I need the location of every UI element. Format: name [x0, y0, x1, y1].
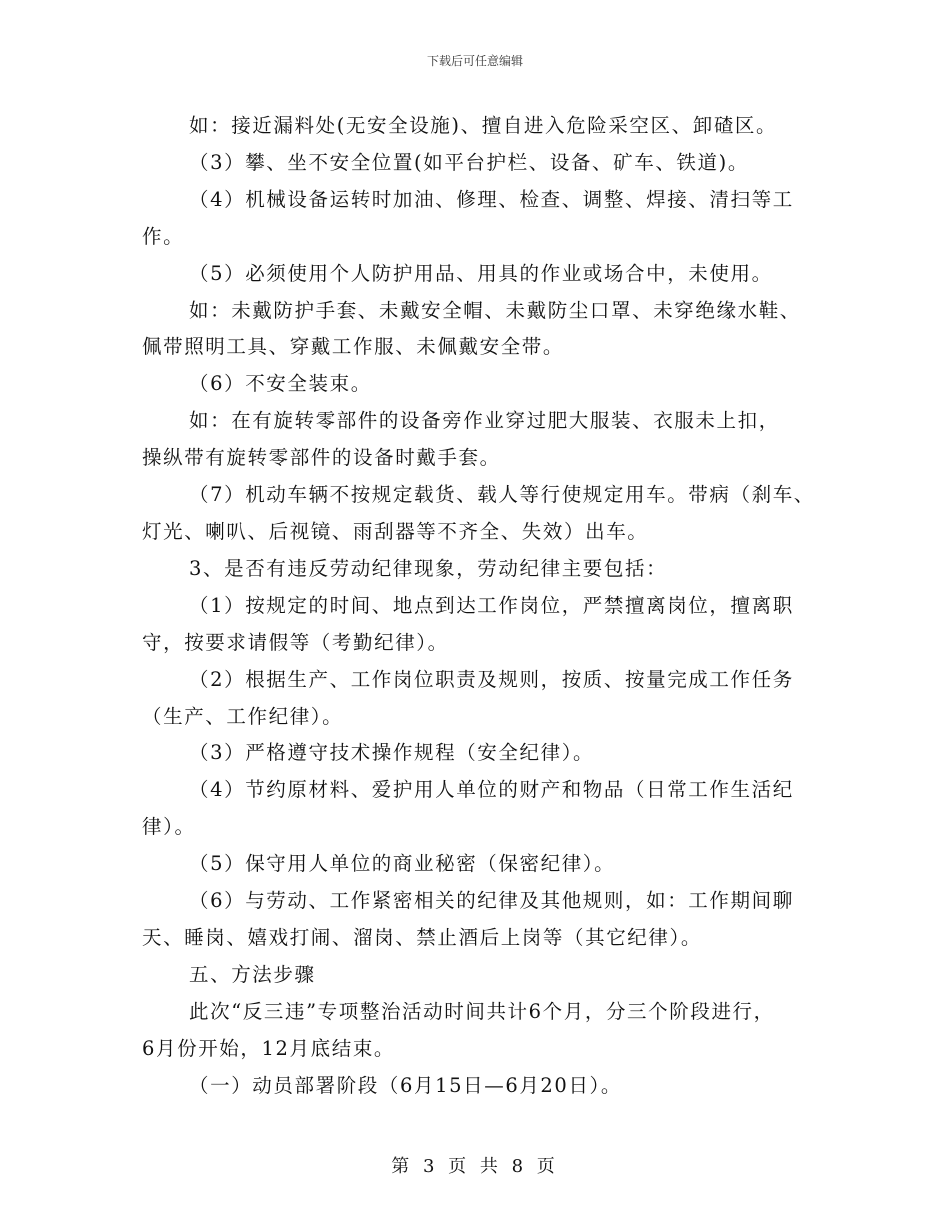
paragraph-line: 操纵带有旋转零部件的设备时戴手套。: [142, 446, 501, 470]
paragraph-line: 如：在有旋转零部件的设备旁作业穿过肥大服装、衣服未上扣，: [189, 409, 780, 433]
paragraph-line: （5）保守用人单位的商业秘密（保密纪律）。: [189, 852, 616, 876]
paragraph-line: 3、是否有违反劳动纪律现象，劳动纪律主要包括：: [189, 556, 668, 580]
paragraph-line: （4）机械设备运转时加油、修理、检查、调整、焊接、清扫等工: [189, 187, 794, 211]
paragraph-line: 6月份开始，12月底结束。: [142, 1036, 396, 1060]
page-header: 下载后可任意编辑: [426, 54, 523, 68]
paragraph-line: 律）。: [142, 815, 196, 839]
document-body: [142, 108, 822, 1104]
paragraph-line: （4）节约原材料、爱护用人单位的财产和物品（日常工作生活纪: [189, 778, 794, 802]
paragraph-line: 五、方法步骤: [189, 962, 316, 986]
paragraph-line: （6）与劳动、工作紧密相关的纪律及其他规则，如：工作期间聊: [189, 889, 794, 913]
paragraph-line: （一）动员部署阶段（6月15日—6月20日）。: [189, 1073, 622, 1097]
paragraph-line: （5）必须使用个人防护用品、用具的作业或场合中，未使用。: [189, 261, 773, 285]
paragraph-line: （3）严格遵守技术操作规程（安全纪律）。: [189, 741, 595, 765]
paragraph-line: （7）机动车辆不按规定载货、载人等行使规定用车。带病（刹车、: [189, 483, 815, 507]
page-number: 第 3 页 共 8 页: [391, 1156, 559, 1177]
paragraph-line: 佩带照明工具、穿戴工作服、未佩戴安全带。: [142, 335, 565, 359]
paragraph-line: （生产、工作纪律）。: [142, 704, 344, 728]
paragraph-line: （1）按规定的时间、地点到达工作岗位，严禁擅离岗位，擅离职: [189, 593, 794, 617]
paragraph-line: 灯光、喇叭、后视镜、雨刮器等不齐全、失效）出车。: [142, 519, 649, 543]
paragraph-line: 如：未戴防护手套、未戴安全帽、未戴防尘口罩、未穿绝缘水鞋、: [189, 298, 801, 322]
paragraph-line: 天、睡岗、嬉戏打闹、溜岗、禁止酒后上岗等（其它纪律）。: [142, 925, 702, 949]
paragraph-line: （2）根据生产、工作岗位职责及规则，按质、按量完成工作任务: [189, 667, 794, 691]
paragraph-line: 作。: [142, 224, 185, 248]
paragraph-line: （6）不安全装束。: [189, 372, 372, 396]
paragraph-line: 此次“反三违”专项整治活动时间共计6个月，分三个阶段进行，: [189, 999, 775, 1023]
paragraph-line: （3）攀、坐不安全位置(如平台护栏、设备、矿车、铁道)。: [189, 150, 749, 174]
paragraph-line: 如：接近漏料处(无安全设施)、擅自进入危险采空区、卸碴区。: [189, 114, 778, 137]
paragraph-line: 守，按要求请假等（考勤纪律）。: [142, 630, 449, 654]
